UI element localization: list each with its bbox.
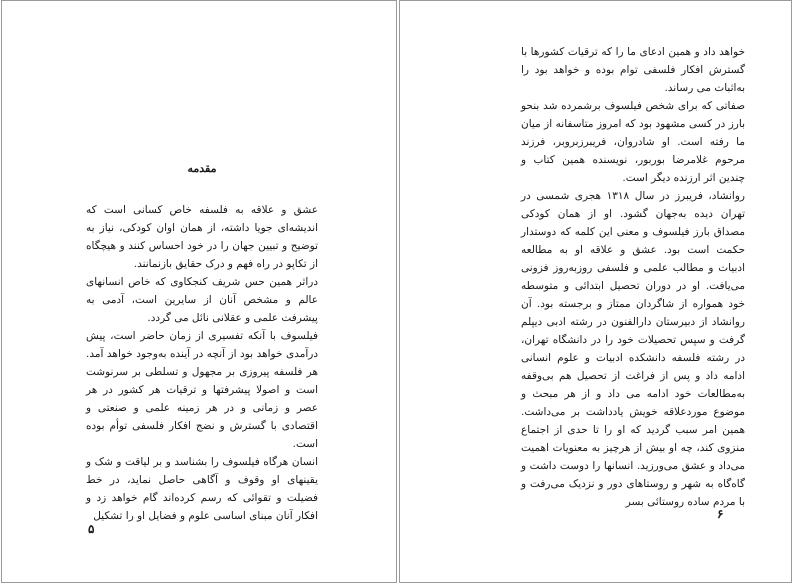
page-number: ۶ (717, 507, 724, 521)
right-page (399, 0, 792, 583)
paragraph: روانشاد، فریبرز در سال ۱۳۱۸ هجری شمسی در تهران دیده به‌جهان گشود. او از همان کودکی مصداق بارز فیلسوف و معنی این کلمه که دوستدار حکمت است بود. عشق و علاقه او به مطالعه ادبیات و مطالب علمی و فلسفی روزبه‌روز فزونی می‌یافت. او در دوران تحصیل ابتدائی و متوسطه خود همواره از شاگردان ممتاز و برجسته بود. آن روانشاد از دبیرستان دارالفنون در رشته ادبی دیپلم گرفت و سپس تحصیلات خود را در دانشگاه تهران، در رشته فلسفه دانشکده ادبیات و علوم انسانی ادامه داد و پس از فراغت از تحصیل هم بی‌وقفه به‌مطالعات خود ادامه می داد و از هر مبحث و موضوع موردعلاقه خویش یادداشت بر می‌داشت. همین امر سبب گردید که او را تا حدی از اجتماع منزوی کند، چه او بیش از هرچیز به معنویات اهمیت می‌داد و عشق می‌ورزید. انسانها را دوست داشت و گاه‌گاه به شهر و روستاهای دور و نزدیک می‌رفت و با مردم ساده روستائی بسر (521, 190, 745, 508)
paragraph: دراثر همین حس شریف کنجکاوی که خاص انسانهای عالم و مشخص آنان از سایرین است، آدمی به پیشرفت علمی و عقلانی نائل می گردد. (86, 276, 318, 324)
paragraph: فیلسوف با آنکه تفسیری از زمان حاضر است، پیش درآمدی خواهد بود از آنچه در آینده به‌وجود خواهد آمد. هر فلسفه پیروزی بر مجهول و تسلطی بر سرنوشت است و اصولا پیشرفتها و ترقیات هر کشور در هر عصر و زمانی و در هر زمینه علمی و صنعتی و اقتصادی با گسترش و نضج افکار فلسفی توأم بوده است. (86, 330, 318, 450)
paragraph: عشق و علاقه به فلسفه خاص کسانی است که اندیشه‌ای جویا داشته، از همان اوان کودکی، نیاز به توضیح و تبیین جهان را در خود احساس کنند و هیچگاه از تکاپو در راه فهم و درک حقایق بازنمانند. (86, 204, 318, 270)
right-page-body (521, 43, 745, 511)
paragraph: انسان هرگاه فیلسوف را بشناسد و بر لیاقت و شک و یقینهای او وقوف و آگاهی حاصل نماید، در خط فضیلت و تقوائی که رسم کرده‌اند گام خواهد زد و افکار آنان مبنای اساسی علوم و فضایل او را تشکیل (86, 456, 318, 522)
left-page-body (86, 201, 318, 525)
page-number: ۵ (88, 522, 95, 536)
page-heading: مقدمه (187, 162, 217, 175)
left-page (1, 0, 397, 583)
paragraph: صفاتی که برای شخص فیلسوف برشمرده شد بنحو بارز در کسی مشهود بود که امروز متاسفانه از میان ما رفته است. او شادروان، فریبرزبروبر، فرزند مرحوم غلامرضا بوربور، نویسنده همین کتاب و چندین اثر ارزنده دیگر است. (521, 100, 745, 184)
paragraph: خواهد داد و همین ادعای ما را که ترقیات کشورها با گسترش افکار فلسفی توام بوده و خواهد بود را به‌اثبات می رساند. (521, 46, 745, 94)
